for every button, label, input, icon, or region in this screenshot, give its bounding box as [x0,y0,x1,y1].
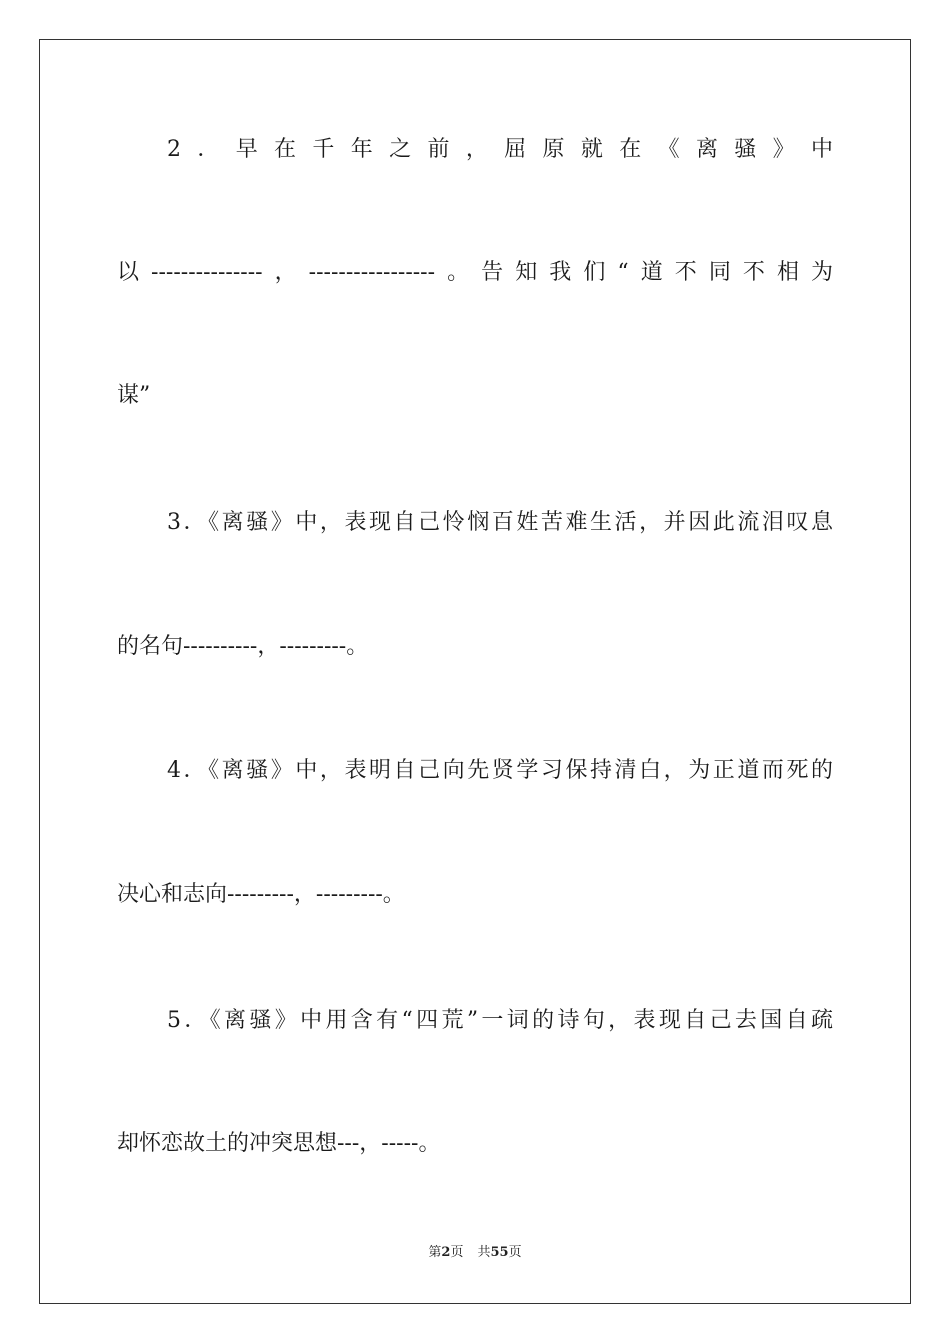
question-4-line-2: 决心和志向---------，---------。 [117,882,405,907]
footer-total-suffix: 页 [508,1245,522,1260]
page-frame [39,39,911,1304]
footer-page-current: 2 [441,1245,451,1260]
page-footer [0,1244,950,1262]
question-4-line-1: 4．《离骚》中，表明自己向先贤学习保持清白，为正道而死的 [167,758,833,783]
footer-total-prefix: 共 [477,1245,491,1260]
footer-page-mid: 页 [450,1245,464,1260]
question-5-line-2: 却怀恋故土的冲突思想---，-----。 [117,1131,441,1156]
question-2-line-1: 2．早在千年之前，屈原就在《离骚》中 [167,137,833,162]
question-3-line-1: 3．《离骚》中，表现自己怜悯百姓苦难生活，并因此流泪叹息 [167,510,833,535]
question-2-line-3: 谋” [117,383,151,408]
question-3-line-2: 的名句----------，---------。 [117,634,369,659]
footer-page-prefix: 第 [428,1245,442,1260]
footer-page-total: 55 [490,1245,509,1260]
question-5-line-1: 5．《离骚》中用含有“四荒”一词的诗句，表现自己去国自疏 [167,1008,833,1033]
question-2-line-2: 以---------------，-----------------。告知我们“道不同不相为 [117,260,833,285]
